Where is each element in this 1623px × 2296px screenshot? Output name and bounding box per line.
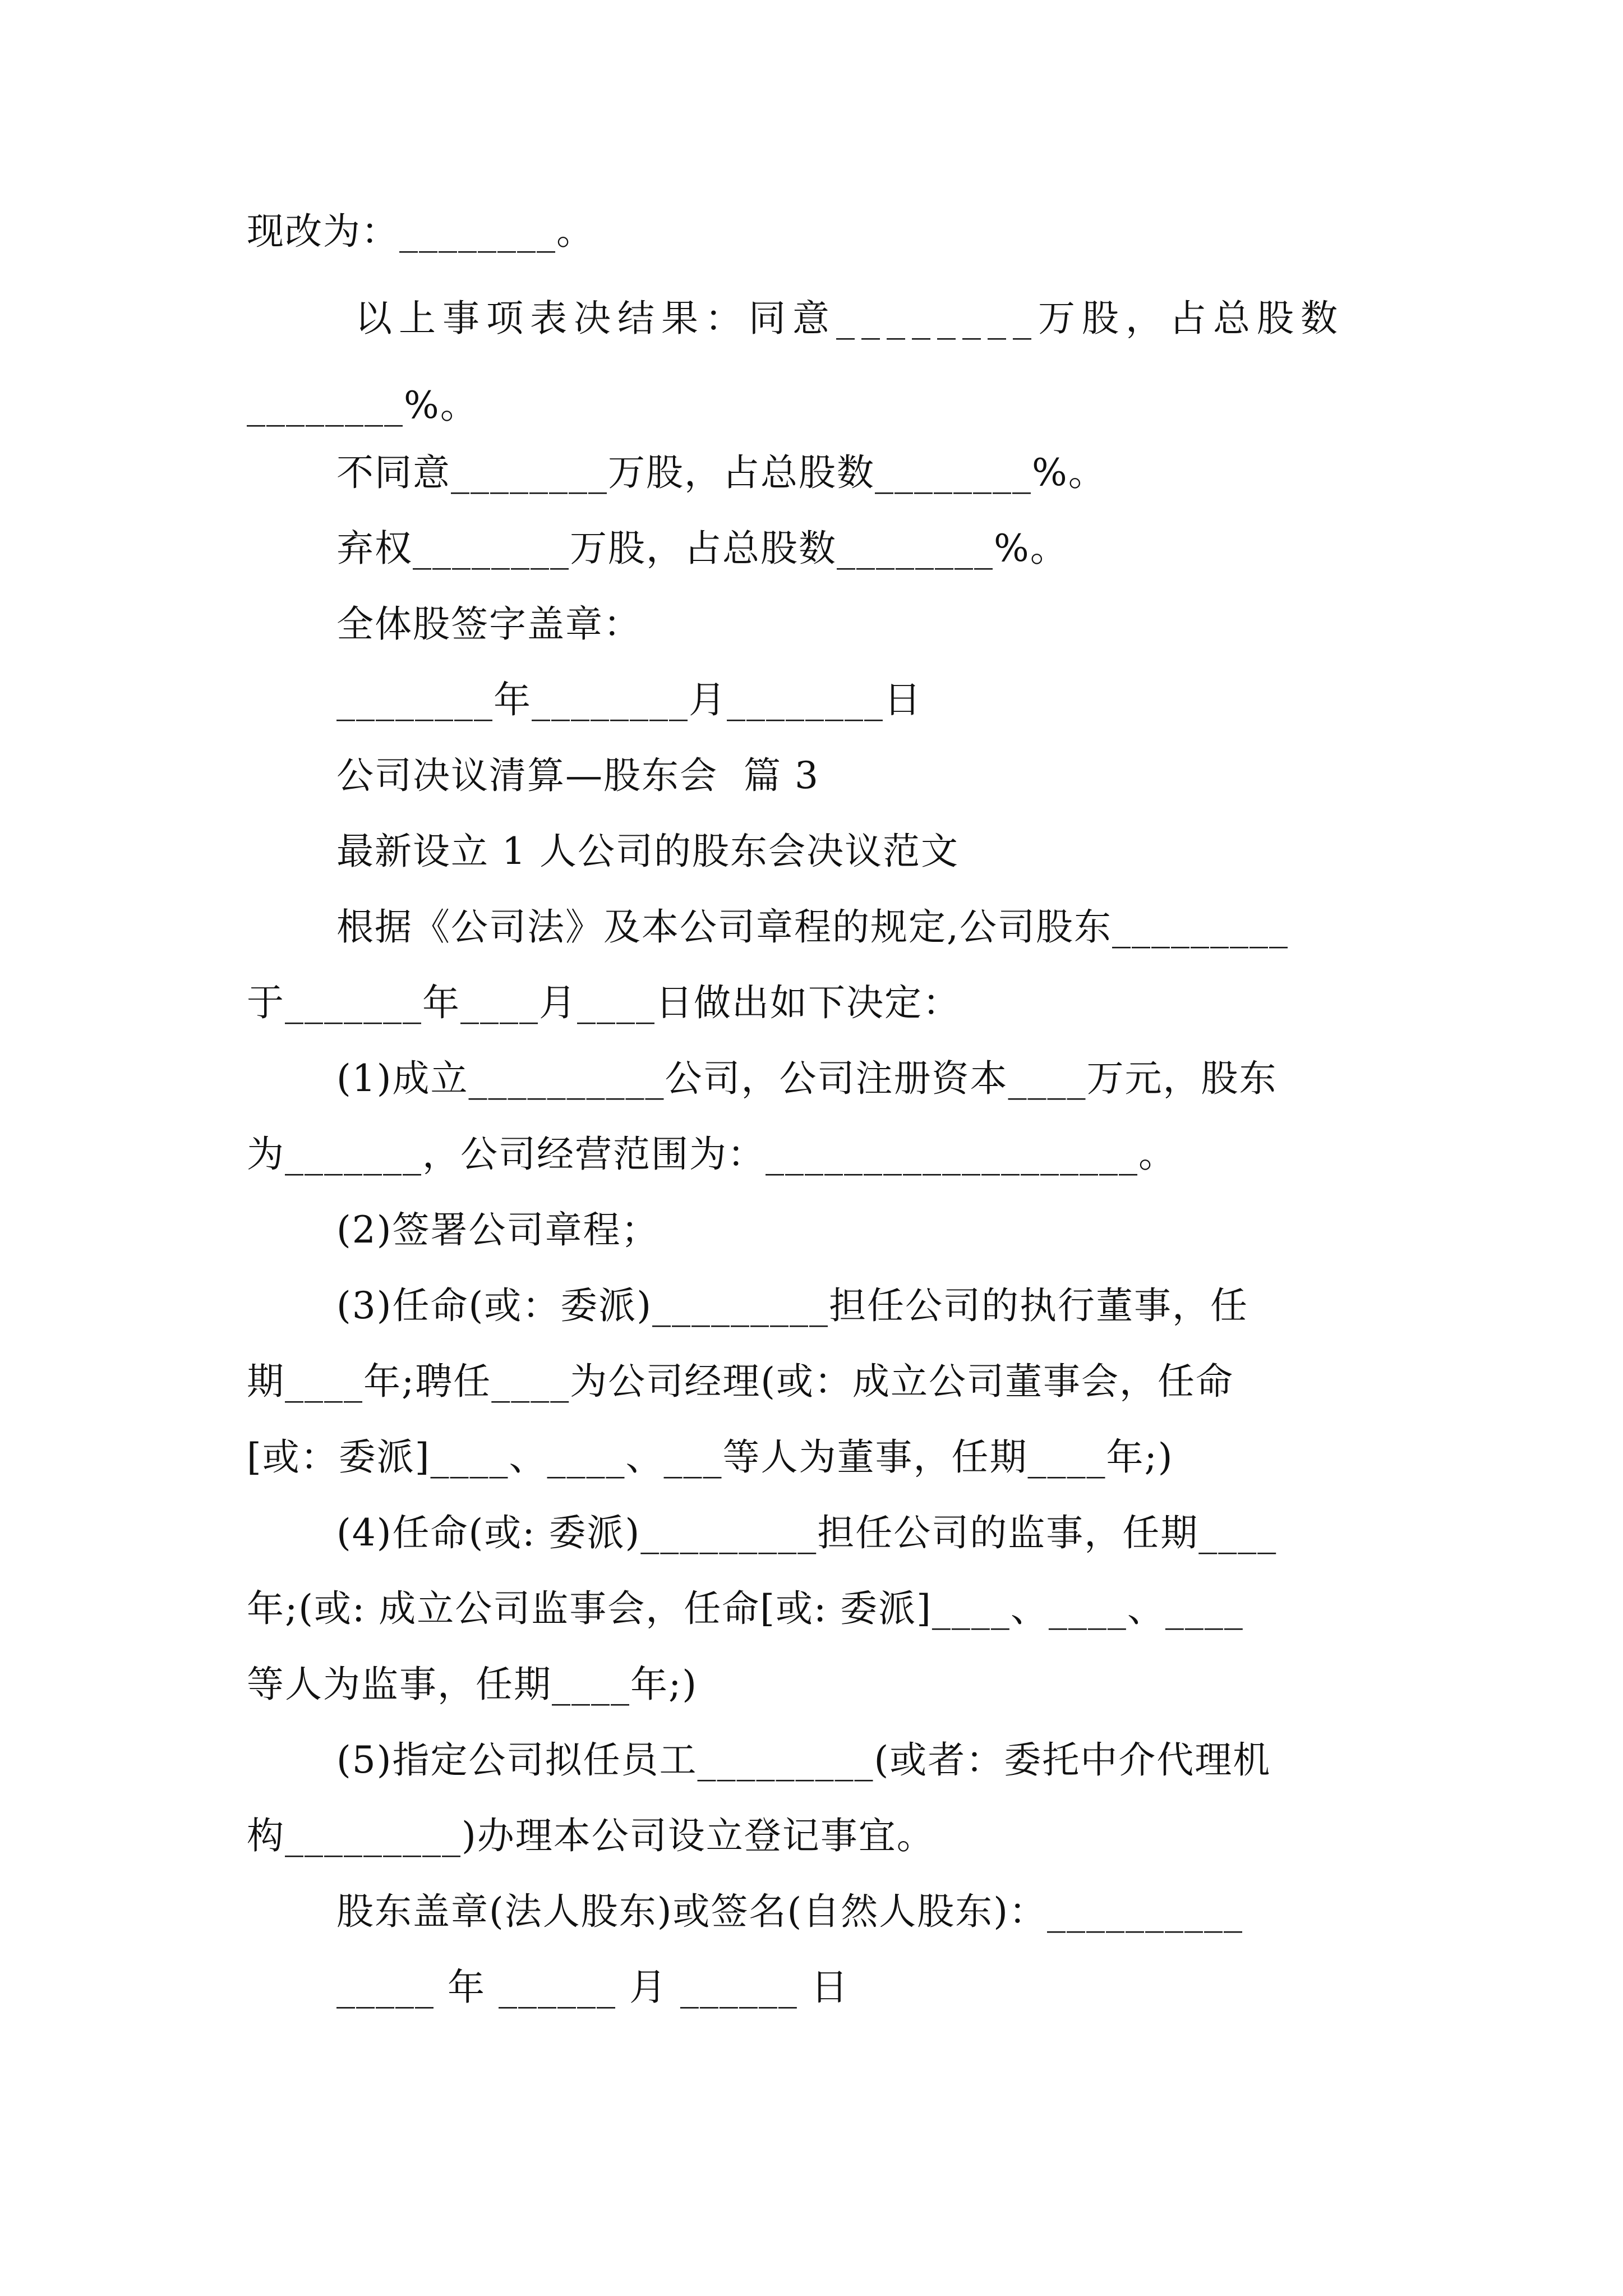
text-line-5: 弃权________万股，占总股数________%。 bbox=[336, 527, 1068, 570]
text-line-22: 构_________)办理本公司设立登记事宜。 bbox=[247, 1814, 935, 1857]
text-line-1: 现改为：________。 bbox=[247, 210, 594, 253]
text-line-7: ________年________月________日 bbox=[336, 678, 922, 721]
document-heading: 最新设立 1 人公司的股东会决议范文 bbox=[336, 830, 959, 873]
text-line-6: 全体股签字盖章： bbox=[336, 602, 642, 646]
text-line-17: [或：委派]____、____、___等人为董事，任期____年;) bbox=[247, 1435, 1174, 1479]
text-line-14: (2)签署公司章程； bbox=[336, 1208, 660, 1251]
text-line-20: 等人为监事，任期____年;) bbox=[247, 1663, 698, 1706]
text-line-24: _____ 年 ______ 月 ______ 日 bbox=[336, 1966, 849, 2009]
section-title: 公司决议清算—股东会 篇 3 bbox=[336, 754, 819, 797]
text-line-16: 期____年;聘任____为公司经理(或：成立公司董事会，任命 bbox=[247, 1360, 1234, 1403]
text-line-13: 为_______，公司经营范围为：___________________。 bbox=[247, 1133, 1177, 1176]
text-line-2: 以上事项表决结果：同意________万股，占总股数 bbox=[336, 297, 1344, 340]
text-line-11: 于_______年____月____日做出如下决定： bbox=[247, 981, 961, 1024]
text-line-3: ________%。 bbox=[247, 384, 478, 427]
text-line-12: (1)成立__________公司，公司注册资本____万元，股东 bbox=[336, 1057, 1278, 1100]
text-line-23: 股东盖章(法人股东)或签名(自然人股东)：__________ bbox=[336, 1890, 1243, 1933]
text-line-10: 根据《公司法》及本公司章程的规定,公司股东_________ bbox=[336, 905, 1289, 949]
text-line-15: (3)任命(或：委派)_________担任公司的执行董事，任 bbox=[336, 1284, 1248, 1327]
text-line-19: 年;(或: 成立公司监事会，任命[或: 委派]____、____、____ bbox=[247, 1587, 1244, 1630]
text-line-4: 不同意________万股，占总股数________%。 bbox=[336, 451, 1106, 494]
text-line-21: (5)指定公司拟任员工_________(或者：委托中介代理机 bbox=[336, 1738, 1271, 1782]
text-line-18: (4)任命(或: 委派)_________担任公司的监事，任期____ bbox=[336, 1511, 1278, 1554]
